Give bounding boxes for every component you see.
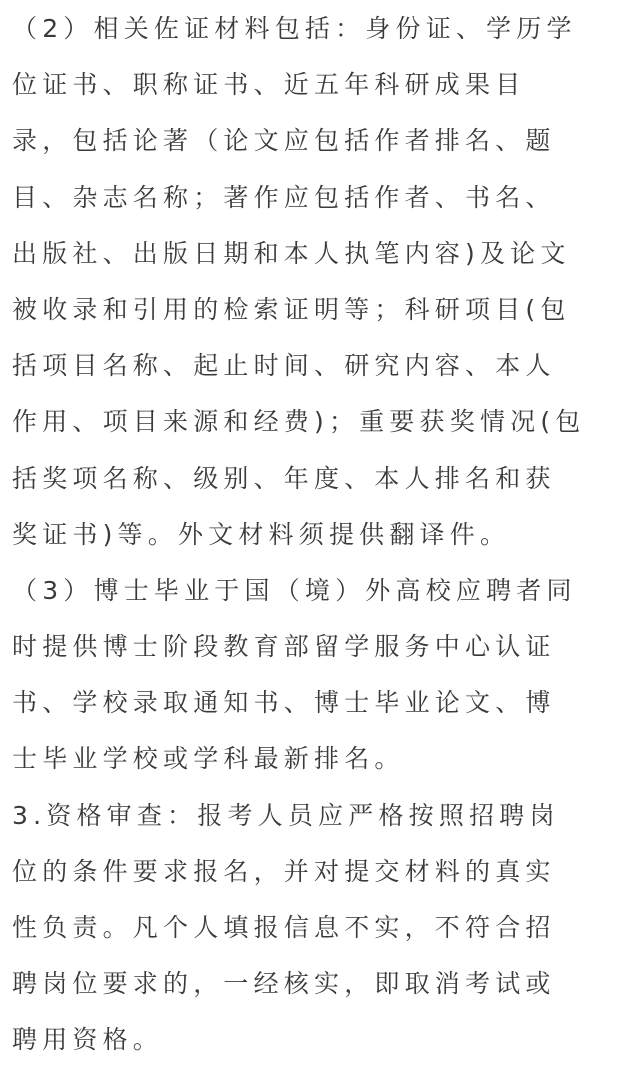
text-line: 时提供博士阶段教育部留学服务中心认证	[12, 632, 556, 662]
paragraph-overseas-phd	[12, 568, 614, 793]
text-line: 位证书、职称证书、近五年科研成果目	[12, 70, 526, 100]
text-line: 3.资格审查：报考人员应严格按照招聘岗	[12, 800, 560, 830]
text-line: 录，包括论著（论文应包括作者排名、题	[12, 126, 556, 156]
text-line: 奖证书)等。外文材料须提供翻译件。	[12, 519, 511, 549]
text-line: 聘用资格。	[12, 1025, 164, 1055]
paragraph-qualification-review	[12, 793, 614, 1074]
text-line: （2）相关佐证材料包括：身份证、学历学	[12, 14, 577, 43]
text-line: 括奖项名称、级别、年度、本人排名和获	[12, 463, 556, 493]
paragraph-supporting-materials	[12, 6, 614, 568]
text-line: 性负责。凡个人填报信息不实，不符合招	[12, 913, 556, 942]
text-line: 书、学校录取通知书、博士毕业论文、博	[12, 688, 556, 718]
text-line: 作用、项目来源和经费)；重要获奖情况(包	[12, 407, 586, 437]
text-line: 括项目名称、起止时间、研究内容、本人	[12, 351, 556, 381]
text-line: 出版社、出版日期和本人执笔内容)及论文	[12, 238, 571, 268]
text-line: 被收录和引用的检索证明等；科研项目(包	[12, 294, 571, 324]
text-line: 位的条件要求报名，并对提交材料的真实	[12, 856, 556, 886]
text-line: 目、杂志名称；著作应包括作者、书名、	[12, 182, 556, 212]
text-line: 士毕业学校或学科最新排名。	[12, 744, 405, 774]
text-line: （3）博士毕业于国（境）外高校应聘者同	[12, 575, 577, 605]
text-line: 聘岗位要求的，一经核实，即取消考试或	[12, 969, 556, 999]
